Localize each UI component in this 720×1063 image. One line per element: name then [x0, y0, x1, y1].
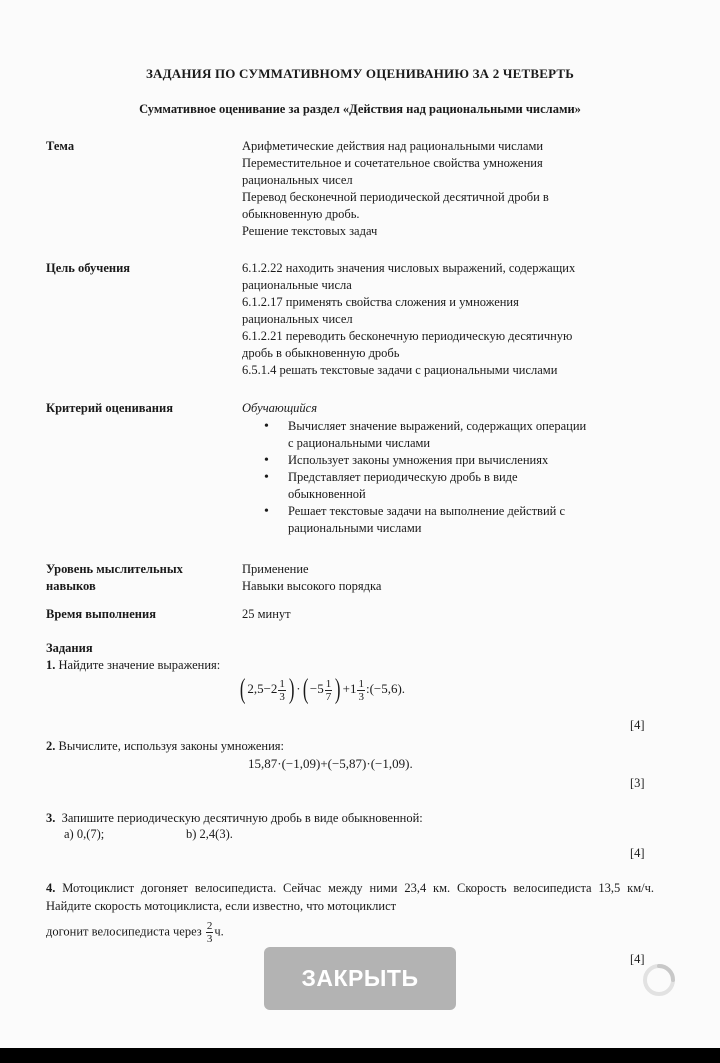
fraction: $\frac{2}{3}$: [206, 920, 213, 945]
task-4-score: [4]: [630, 952, 645, 966]
task-3-a: а) 0,(7);: [64, 827, 105, 841]
criteria-item: • Решает текстовые задачи на выполнение действий с рациональными числами: [262, 503, 586, 537]
criteria-item: • Вычисляет значение выражений, содержащих операции с рациональными числами: [262, 418, 586, 452]
task-4-text: 4. Мотоциклист догоняет велосипедиста. Сейчас между ними 23,4 км. Скорость велосипедиста 13,5 км/ч. Найдите скорость мотоциклиста, если известно, что мотоциклист: [46, 881, 655, 913]
task-3-text: 3. Запишите периодическую десятичную дробь в виде обыкновенной:: [46, 811, 423, 825]
criteria-list: [262, 418, 586, 537]
task-1-formula: ( 2,5−2 $\frac{1}{3}$ ) ·( −5 $\frac{1}{7}$ ) +1 $\frac{1}{3}$ :(−5,6).: [239, 674, 406, 705]
task-2-score: [3]: [630, 776, 645, 790]
level-label: Уровень мыслительных навыков: [46, 562, 183, 593]
time-label: Время выполнения: [46, 607, 156, 621]
system-nav-bar: [0, 1048, 720, 1063]
task-1-score: [4]: [630, 718, 645, 732]
document-title: ЗАДАНИЯ ПО СУММАТИВНОМУ ОЦЕНИВАНИЮ ЗА 2 ЧЕТВЕРТЬ: [145, 66, 575, 81]
fraction: $\frac{1}{3}$: [358, 677, 364, 703]
loading-spinner-icon: [641, 962, 677, 998]
task-3-score: [4]: [630, 846, 645, 860]
topic-label: Тема: [46, 139, 75, 153]
criteria-item: • Использует законы умножения при вычислениях: [262, 452, 586, 469]
goal-text: 6.1.2.22 находить значения числовых выражений, содержащих рациональные числа 6.1.2.17 применять свойства сложения и умножения рациональных чисел 6.1.2.21 переводить бесконечную периодическую десятичную дробь в обыкновенную дробь 6.5.1.4 решать текстовые задачи с рациональными числами: [242, 261, 576, 377]
task-1-text: 1. Найдите значение выражения:: [46, 658, 221, 672]
goal-label: Цель обучения: [46, 261, 131, 275]
task-3-b: b) 2,4(3).: [186, 827, 233, 841]
topic-text: Арифметические действия над рациональными числами Переместительное и сочетательное свойства умножения рациональных чисел Перевод бесконечной периодической десятичной дроби в обыкновенную дробь. Решение текстовых задач: [242, 139, 549, 238]
criteria-head: Обучающийся: [242, 401, 318, 415]
task-4-line3: догонит велосипедиста через $\frac{2}{3}$ ч.: [46, 920, 224, 945]
task-2-formula: 15,87·(−1,09)+(−5,87)·(−1,09).: [248, 756, 413, 771]
level-text: Применение Навыки высокого порядка: [242, 562, 382, 593]
close-button[interactable]: ЗАКРЫТЬ: [264, 947, 456, 1010]
document-subtitle: Суммативное оценивание за раздел «Действия над рациональными числами»: [139, 102, 581, 116]
task-2-text: 2. Вычислите, используя законы умножения:: [46, 739, 285, 753]
criteria-item: • Представляет периодическую дробь в виде обыкновенной: [262, 469, 586, 503]
tasks-heading: Задания: [46, 641, 93, 655]
fraction: $\frac{1}{7}$: [325, 677, 332, 703]
fraction: $\frac{1}{3}$: [279, 677, 285, 703]
time-value: 25 минут: [242, 607, 291, 621]
criteria-label: Критерий оценивания: [46, 401, 173, 415]
